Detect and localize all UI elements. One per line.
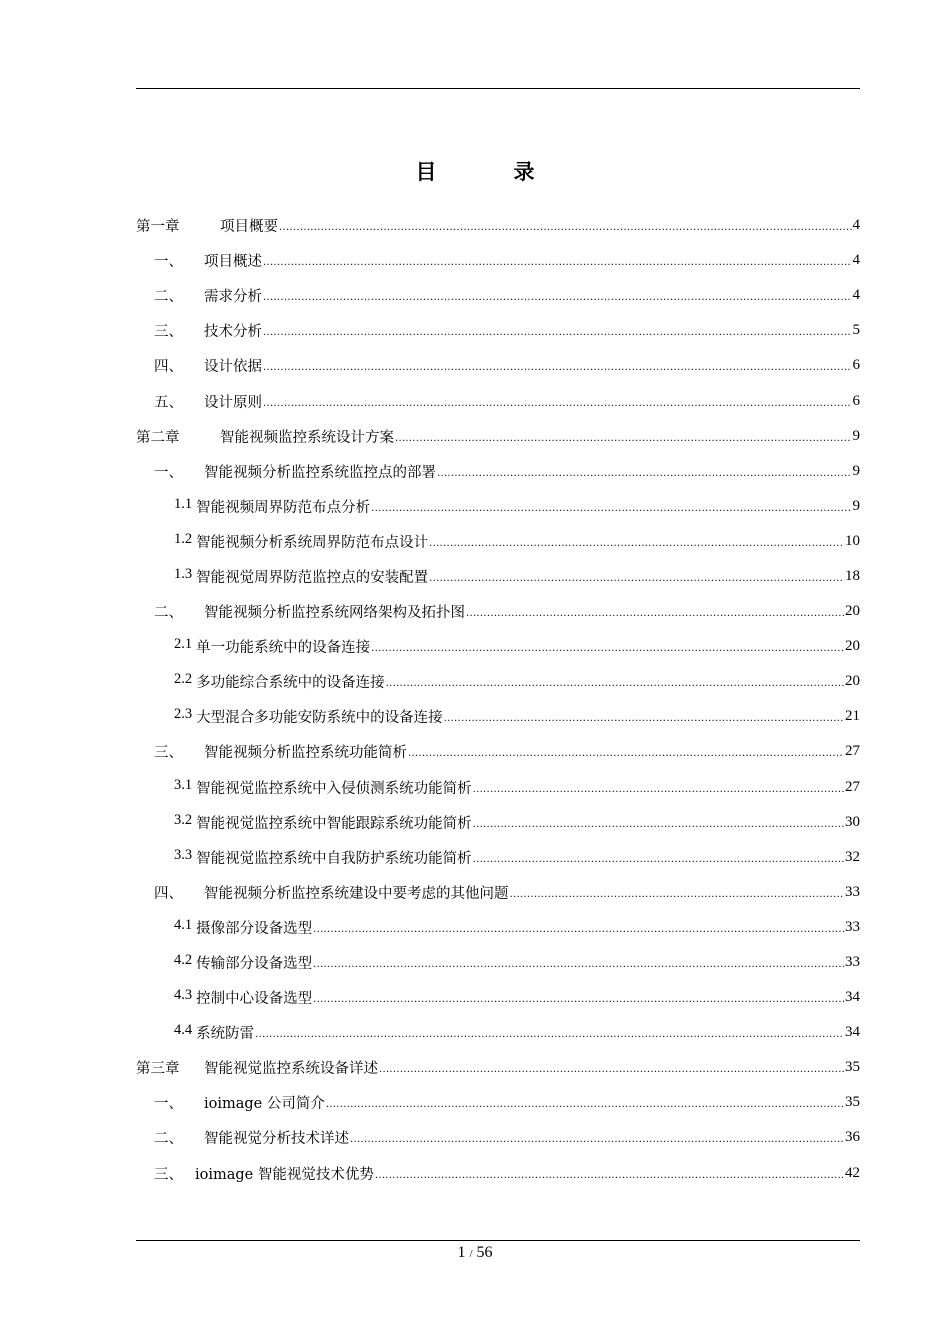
total-pages: 56 bbox=[476, 1244, 493, 1261]
toc-leader-dots bbox=[473, 819, 844, 830]
toc-entry-number: 五、 bbox=[154, 394, 183, 411]
toc-entry-page: 18 bbox=[845, 567, 860, 584]
toc-entry-number: 3.1 bbox=[174, 776, 193, 793]
toc-entry-label bbox=[154, 250, 262, 271]
toc-entry-label bbox=[154, 882, 509, 903]
toc-entry-page: 27 bbox=[845, 743, 860, 760]
toc-entry-label bbox=[174, 847, 472, 868]
toc-entry-title: ioimage 公司简介 bbox=[204, 1096, 325, 1113]
toc-leader-dots bbox=[371, 503, 851, 514]
toc-entry[interactable] bbox=[136, 419, 860, 454]
toc-entry-label bbox=[154, 391, 262, 412]
toc-entry-number: 四、 bbox=[154, 359, 183, 376]
toc-entry-page: 21 bbox=[845, 708, 860, 725]
toc-leader-dots bbox=[379, 1064, 844, 1075]
toc-entry-title: 单一功能系统中的设备连接 bbox=[196, 640, 371, 657]
toc-leader-dots bbox=[350, 1134, 844, 1145]
toc-entry-page: 34 bbox=[845, 989, 860, 1006]
toc-leader-dots bbox=[429, 538, 844, 549]
toc-entry-page: 20 bbox=[845, 638, 860, 655]
toc-entry[interactable] bbox=[136, 840, 860, 875]
toc-entry[interactable] bbox=[136, 875, 860, 910]
toc-entry-label bbox=[174, 987, 312, 1008]
toc-entry-title: 智能视频分析监控系统功能简析 bbox=[204, 745, 407, 762]
toc-entry-number: 二、 bbox=[154, 289, 183, 306]
toc-entry-number: 1.3 bbox=[174, 565, 193, 582]
toc-entry-number: 4.4 bbox=[174, 1022, 193, 1039]
footer-rule bbox=[136, 1240, 860, 1241]
toc-entry-page: 4 bbox=[852, 287, 860, 304]
toc-entry-page: 33 bbox=[845, 954, 860, 971]
toc-entry-page: 30 bbox=[845, 813, 860, 830]
toc-entry-label bbox=[174, 671, 385, 692]
toc-entry-title: 控制中心设备选型 bbox=[196, 991, 313, 1008]
toc-entry-page: 35 bbox=[845, 1094, 860, 1111]
toc-entry-page: 9 bbox=[852, 497, 860, 514]
toc-entry[interactable] bbox=[136, 1120, 860, 1155]
toc-entry-title: 项目概要 bbox=[220, 219, 278, 236]
toc-entry-label bbox=[136, 1057, 378, 1078]
toc-entry[interactable] bbox=[136, 278, 860, 313]
toc-entry-label bbox=[174, 917, 312, 938]
toc-entry-page: 6 bbox=[852, 392, 860, 409]
toc-leader-dots bbox=[263, 292, 852, 303]
toc-entry-page: 35 bbox=[845, 1059, 860, 1076]
toc-entry-title: 多功能综合系统中的设备连接 bbox=[196, 675, 385, 692]
toc-entry-title: 大型混合多功能安防系统中的设备连接 bbox=[196, 710, 443, 727]
toc-entry-title: 智能视觉监控系统中自我防护系统功能简析 bbox=[196, 850, 472, 867]
toc-entry[interactable] bbox=[136, 383, 860, 418]
toc-entry-title: 智能视觉监控系统中智能跟踪系统功能简析 bbox=[196, 815, 472, 832]
toc-entry[interactable] bbox=[136, 559, 860, 594]
toc-entry-page: 4 bbox=[852, 217, 860, 234]
toc-leader-dots bbox=[386, 678, 844, 689]
toc-entry-page: 34 bbox=[845, 1024, 860, 1041]
toc-entry-number: 4.1 bbox=[174, 916, 193, 933]
toc-entry-label bbox=[154, 1163, 374, 1184]
toc-entry-label bbox=[154, 741, 407, 762]
toc-entry[interactable] bbox=[136, 699, 860, 734]
toc-entry-number: 一、 bbox=[154, 1096, 183, 1113]
toc-entry-number: 1.2 bbox=[174, 530, 193, 547]
toc-entry-label bbox=[174, 812, 472, 833]
toc-entry-page: 33 bbox=[845, 883, 860, 900]
toc-leader-dots bbox=[429, 573, 844, 584]
toc-entry-title: 技术分析 bbox=[204, 324, 262, 341]
toc-entry-label bbox=[154, 1092, 325, 1113]
toc-entry[interactable] bbox=[136, 489, 860, 524]
toc-leader-dots bbox=[371, 643, 844, 654]
toc-entry[interactable] bbox=[136, 770, 860, 805]
toc-leader-dots bbox=[279, 222, 852, 233]
toc-entry-title: 智能视频监控系统设计方案 bbox=[220, 429, 394, 446]
toc-entry-number: 1.1 bbox=[174, 495, 193, 512]
toc-entry-number: 2.1 bbox=[174, 636, 193, 653]
toc-entry-label bbox=[174, 636, 370, 657]
header-rule bbox=[136, 88, 860, 89]
toc-entry-title: 智能视觉监控系统中入侵侦测系统功能简析 bbox=[196, 780, 472, 797]
toc-entry-title: 智能视频周界防范布点分析 bbox=[196, 499, 371, 516]
toc-entry[interactable] bbox=[136, 208, 860, 243]
toc-entry-page: 6 bbox=[852, 357, 860, 374]
toc-entry-label bbox=[154, 601, 465, 622]
toc-leader-dots bbox=[437, 468, 852, 479]
toc-entry-title: 设计原则 bbox=[204, 394, 262, 411]
toc-leader-dots bbox=[375, 1170, 844, 1181]
toc-entry[interactable] bbox=[136, 1156, 860, 1191]
toc-entry-title: 智能视频分析监控系统建设中要考虑的其他问题 bbox=[204, 885, 509, 902]
current-page: 1 bbox=[457, 1244, 466, 1261]
page-number bbox=[0, 1244, 950, 1262]
toc-entry-number: 4.3 bbox=[174, 987, 193, 1004]
toc-entry[interactable] bbox=[136, 1085, 860, 1120]
toc-entry-page: 42 bbox=[845, 1164, 860, 1181]
toc-leader-dots bbox=[263, 362, 852, 373]
toc-leader-dots bbox=[263, 257, 852, 268]
toc-entry-page: 5 bbox=[852, 322, 860, 339]
toc-leader-dots bbox=[313, 924, 844, 935]
toc-leader-dots bbox=[473, 784, 844, 795]
toc-entry-page: 27 bbox=[845, 778, 860, 795]
toc-entry[interactable] bbox=[136, 454, 860, 489]
toc-entry-label bbox=[174, 777, 472, 798]
toc-entry[interactable] bbox=[136, 945, 860, 980]
toc-entry-page: 9 bbox=[852, 462, 860, 479]
toc-entry-title: 智能视觉周界防范监控点的安装配置 bbox=[196, 569, 429, 586]
toc-entry-label bbox=[154, 461, 436, 482]
toc-entry-page: 36 bbox=[845, 1129, 860, 1146]
toc-entry-number: 一、 bbox=[154, 254, 183, 271]
toc-entry[interactable] bbox=[136, 1015, 860, 1050]
toc-entry-number: 2.2 bbox=[174, 671, 193, 688]
toc-entry[interactable] bbox=[136, 348, 860, 383]
toc-entry-title: 智能视觉监控系统设备详述 bbox=[204, 1061, 378, 1078]
toc-entry-title: 智能视频分析监控系统监控点的部署 bbox=[204, 464, 436, 481]
toc-entry-label bbox=[154, 320, 262, 341]
toc-entry[interactable] bbox=[136, 594, 860, 629]
toc-entry-page: 4 bbox=[852, 252, 860, 269]
toc-entry-page: 32 bbox=[845, 848, 860, 865]
toc-entry-label bbox=[154, 355, 262, 376]
toc-entry-title: 系统防雷 bbox=[196, 1026, 255, 1043]
toc-entry-label bbox=[174, 952, 312, 973]
toc-entry[interactable] bbox=[136, 980, 860, 1015]
table-of-contents bbox=[136, 208, 860, 1191]
toc-entry-title: 智能视觉分析技术详述 bbox=[204, 1131, 349, 1148]
toc-entry-label bbox=[154, 1127, 349, 1148]
toc-entry-page: 10 bbox=[845, 532, 860, 549]
toc-entry-number: 3.3 bbox=[174, 846, 193, 863]
toc-entry-title: 设计依据 bbox=[204, 359, 262, 376]
toc-entry-number: 一、 bbox=[154, 464, 183, 481]
toc-entry-number: 4.2 bbox=[174, 952, 193, 969]
toc-entry-label bbox=[136, 215, 278, 236]
page-separator: / bbox=[469, 1248, 473, 1260]
toc-entry-label bbox=[174, 1022, 254, 1043]
toc-entry-title: 智能视频分析监控系统网络架构及拓扑图 bbox=[204, 605, 465, 622]
toc-entry-title: 项目概述 bbox=[204, 254, 262, 271]
toc-entry-number: 四、 bbox=[154, 885, 183, 902]
toc-entry-number: 三、 bbox=[154, 1166, 183, 1183]
toc-entry-title: 智能视频分析系统周界防范布点设计 bbox=[196, 534, 429, 551]
toc-entry-number: 第一章 bbox=[136, 219, 180, 236]
toc-leader-dots bbox=[313, 994, 844, 1005]
toc-entry-label bbox=[174, 566, 428, 587]
toc-entry[interactable] bbox=[136, 805, 860, 840]
toc-entry-number: 三、 bbox=[154, 324, 183, 341]
toc-entry-number: 3.2 bbox=[174, 811, 193, 828]
toc-entry-label bbox=[174, 531, 428, 552]
page-title: 目 录 bbox=[415, 159, 563, 184]
toc-leader-dots bbox=[444, 713, 844, 724]
toc-entry-page: 9 bbox=[852, 427, 860, 444]
toc-leader-dots bbox=[263, 398, 852, 409]
toc-leader-dots bbox=[408, 748, 844, 759]
toc-entry-title: ioimage 智能视觉技术优势 bbox=[195, 1166, 374, 1183]
toc-entry[interactable] bbox=[136, 313, 860, 348]
toc-entry[interactable] bbox=[136, 734, 860, 769]
toc-entry-label bbox=[136, 426, 394, 447]
toc-entry-label bbox=[174, 496, 370, 517]
toc-entry-page: 20 bbox=[845, 603, 860, 620]
toc-leader-dots bbox=[473, 854, 844, 865]
toc-entry[interactable] bbox=[136, 629, 860, 664]
toc-entry-page: 33 bbox=[845, 918, 860, 935]
toc-entry-number: 三、 bbox=[154, 745, 183, 762]
toc-entry-number: 第三章 bbox=[136, 1061, 180, 1078]
toc-entry[interactable] bbox=[136, 1050, 860, 1085]
toc-entry[interactable] bbox=[136, 524, 860, 559]
toc-leader-dots bbox=[395, 433, 852, 444]
toc-entry[interactable] bbox=[136, 243, 860, 278]
toc-entry-label bbox=[154, 285, 262, 306]
toc-entry-number: 2.3 bbox=[174, 706, 193, 723]
toc-leader-dots bbox=[313, 959, 844, 970]
toc-entry-label bbox=[174, 706, 443, 727]
toc-entry-number: 第二章 bbox=[136, 429, 180, 446]
toc-entry-title: 需求分析 bbox=[204, 289, 262, 306]
toc-leader-dots bbox=[255, 1029, 844, 1040]
toc-entry-page: 20 bbox=[845, 673, 860, 690]
toc-leader-dots bbox=[510, 889, 845, 900]
toc-entry-number: 二、 bbox=[154, 1131, 183, 1148]
toc-entry[interactable] bbox=[136, 910, 860, 945]
toc-leader-dots bbox=[326, 1099, 844, 1110]
toc-entry-title: 传输部分设备选型 bbox=[196, 956, 313, 973]
toc-entry-number: 二、 bbox=[154, 605, 183, 622]
toc-entry[interactable] bbox=[136, 664, 860, 699]
toc-leader-dots bbox=[263, 327, 852, 338]
toc-leader-dots bbox=[466, 608, 844, 619]
toc-entry-title: 摄像部分设备选型 bbox=[196, 920, 313, 937]
